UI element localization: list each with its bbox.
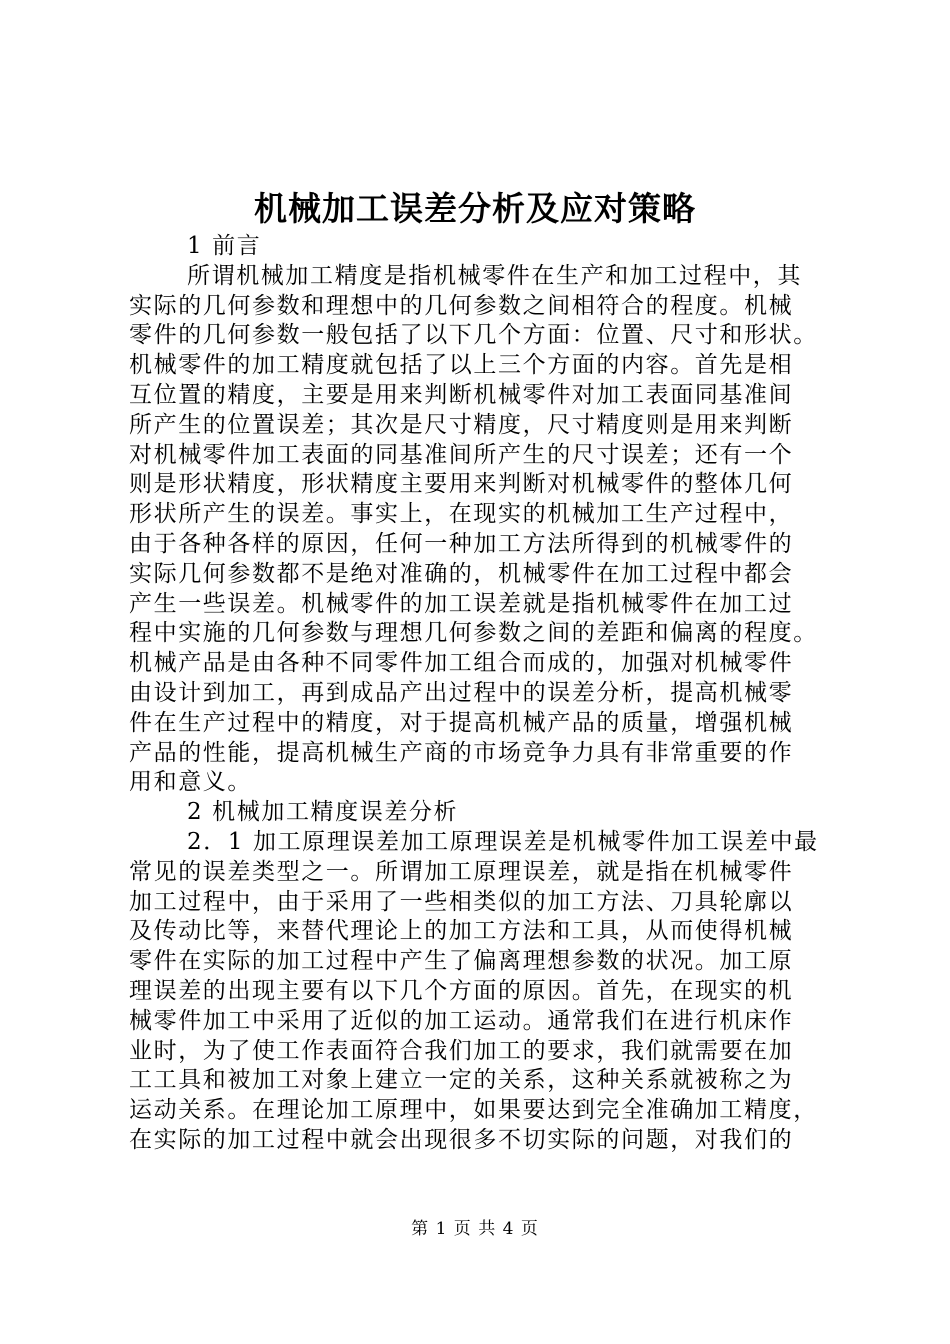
paragraph-line: 由设计到加工，再到成品产出过程中的误差分析，提高机械零 bbox=[129, 679, 794, 706]
paragraph-line: 业时，为了使工作表面符合我们加工的要求，我们就需要在加 bbox=[129, 1037, 794, 1064]
section-heading-intro: 1 前言 bbox=[187, 233, 262, 259]
section-heading-analysis: 2 机械加工精度误差分析 bbox=[187, 799, 459, 826]
paragraph-line: 件在生产过程中的精度，对于提高机械产品的质量，增强机械 bbox=[129, 709, 794, 736]
paragraph-line: 零件的几何参数一般包括了以下几个方面：位置、尺寸和形状。 bbox=[129, 322, 818, 349]
paragraph-line: 产生一些误差。机械零件的加工误差就是指机械零件在加工过 bbox=[129, 590, 794, 617]
document-title: 机械加工误差分析及应对策略 bbox=[254, 189, 696, 228]
paragraph-line: 运动关系。在理论加工原理中，如果要达到完全准确加工精度， bbox=[129, 1097, 818, 1124]
paragraph-line: 机械产品是由各种不同零件加工组合而成的，加强对机械零件 bbox=[129, 650, 794, 677]
paragraph-line: 工工具和被加工对象上建立一定的关系，这种关系就被称之为 bbox=[129, 1067, 794, 1094]
paragraph-line: 零件在实际的加工过程中产生了偏离理想参数的状况。加工原 bbox=[129, 948, 794, 975]
page-footer: 第 1 页 共 4 页 bbox=[411, 1219, 539, 1239]
paragraph-line: 及传动比等，来替代理论上的加工方法和工具，从而使得机械 bbox=[129, 918, 794, 945]
paragraph-line: 所产生的位置误差；其次是尺寸精度，尺寸精度则是用来判断 bbox=[129, 411, 794, 438]
paragraph-line: 常见的误差类型之一。所谓加工原理误差，就是指在机械零件 bbox=[129, 858, 794, 885]
paragraph-line: 实际几何参数都不是绝对准确的，机械零件在加工过程中都会 bbox=[129, 560, 794, 587]
paragraph-line: 由于各种各样的原因，任何一种加工方法所得到的机械零件的 bbox=[129, 530, 794, 557]
paragraph-line: 实际的几何参数和理想中的几何参数之间相符合的程度。机械 bbox=[129, 292, 794, 319]
paragraph-line: 互位置的精度，主要是用来判断机械零件对加工表面同基准间 bbox=[129, 381, 794, 408]
paragraph-line: 理误差的出现主要有以下几个方面的原因。首先，在现实的机 bbox=[129, 977, 794, 1004]
document-body bbox=[129, 232, 839, 1156]
paragraph-line: 产品的性能，提高机械生产商的市场竞争力具有非常重要的作 bbox=[129, 739, 794, 766]
paragraph-line: 2．1 加工原理误差加工原理误差是机械零件加工误差中最 bbox=[187, 828, 819, 855]
paragraph-line: 程中实施的几何参数与理想几何参数之间的差距和偏离的程度。 bbox=[129, 620, 818, 647]
paragraph-line: 械零件加工中采用了近似的加工运动。通常我们在进行机床作 bbox=[129, 1007, 794, 1034]
paragraph-line: 加工过程中，由于采用了一些相类似的加工方法、刀具轮廓以 bbox=[129, 888, 794, 915]
paragraph-line: 则是形状精度，形状精度主要用来判断对机械零件的整体几何 bbox=[129, 471, 794, 498]
paragraph-line: 用和意义。 bbox=[129, 769, 252, 796]
paragraph-line: 形状所产生的误差。事实上，在现实的机械加工生产过程中， bbox=[129, 501, 794, 528]
paragraph-line: 在实际的加工过程中就会出现很多不切实际的问题，对我们的 bbox=[129, 1126, 794, 1153]
paragraph-line: 机械零件的加工精度就包括了以上三个方面的内容。首先是相 bbox=[129, 352, 794, 379]
paragraph-line: 所谓机械加工精度是指机械零件在生产和加工过程中，其 bbox=[187, 262, 802, 289]
paragraph-line: 对机械零件加工表面的同基准间所产生的尺寸误差；还有一个 bbox=[129, 441, 794, 468]
